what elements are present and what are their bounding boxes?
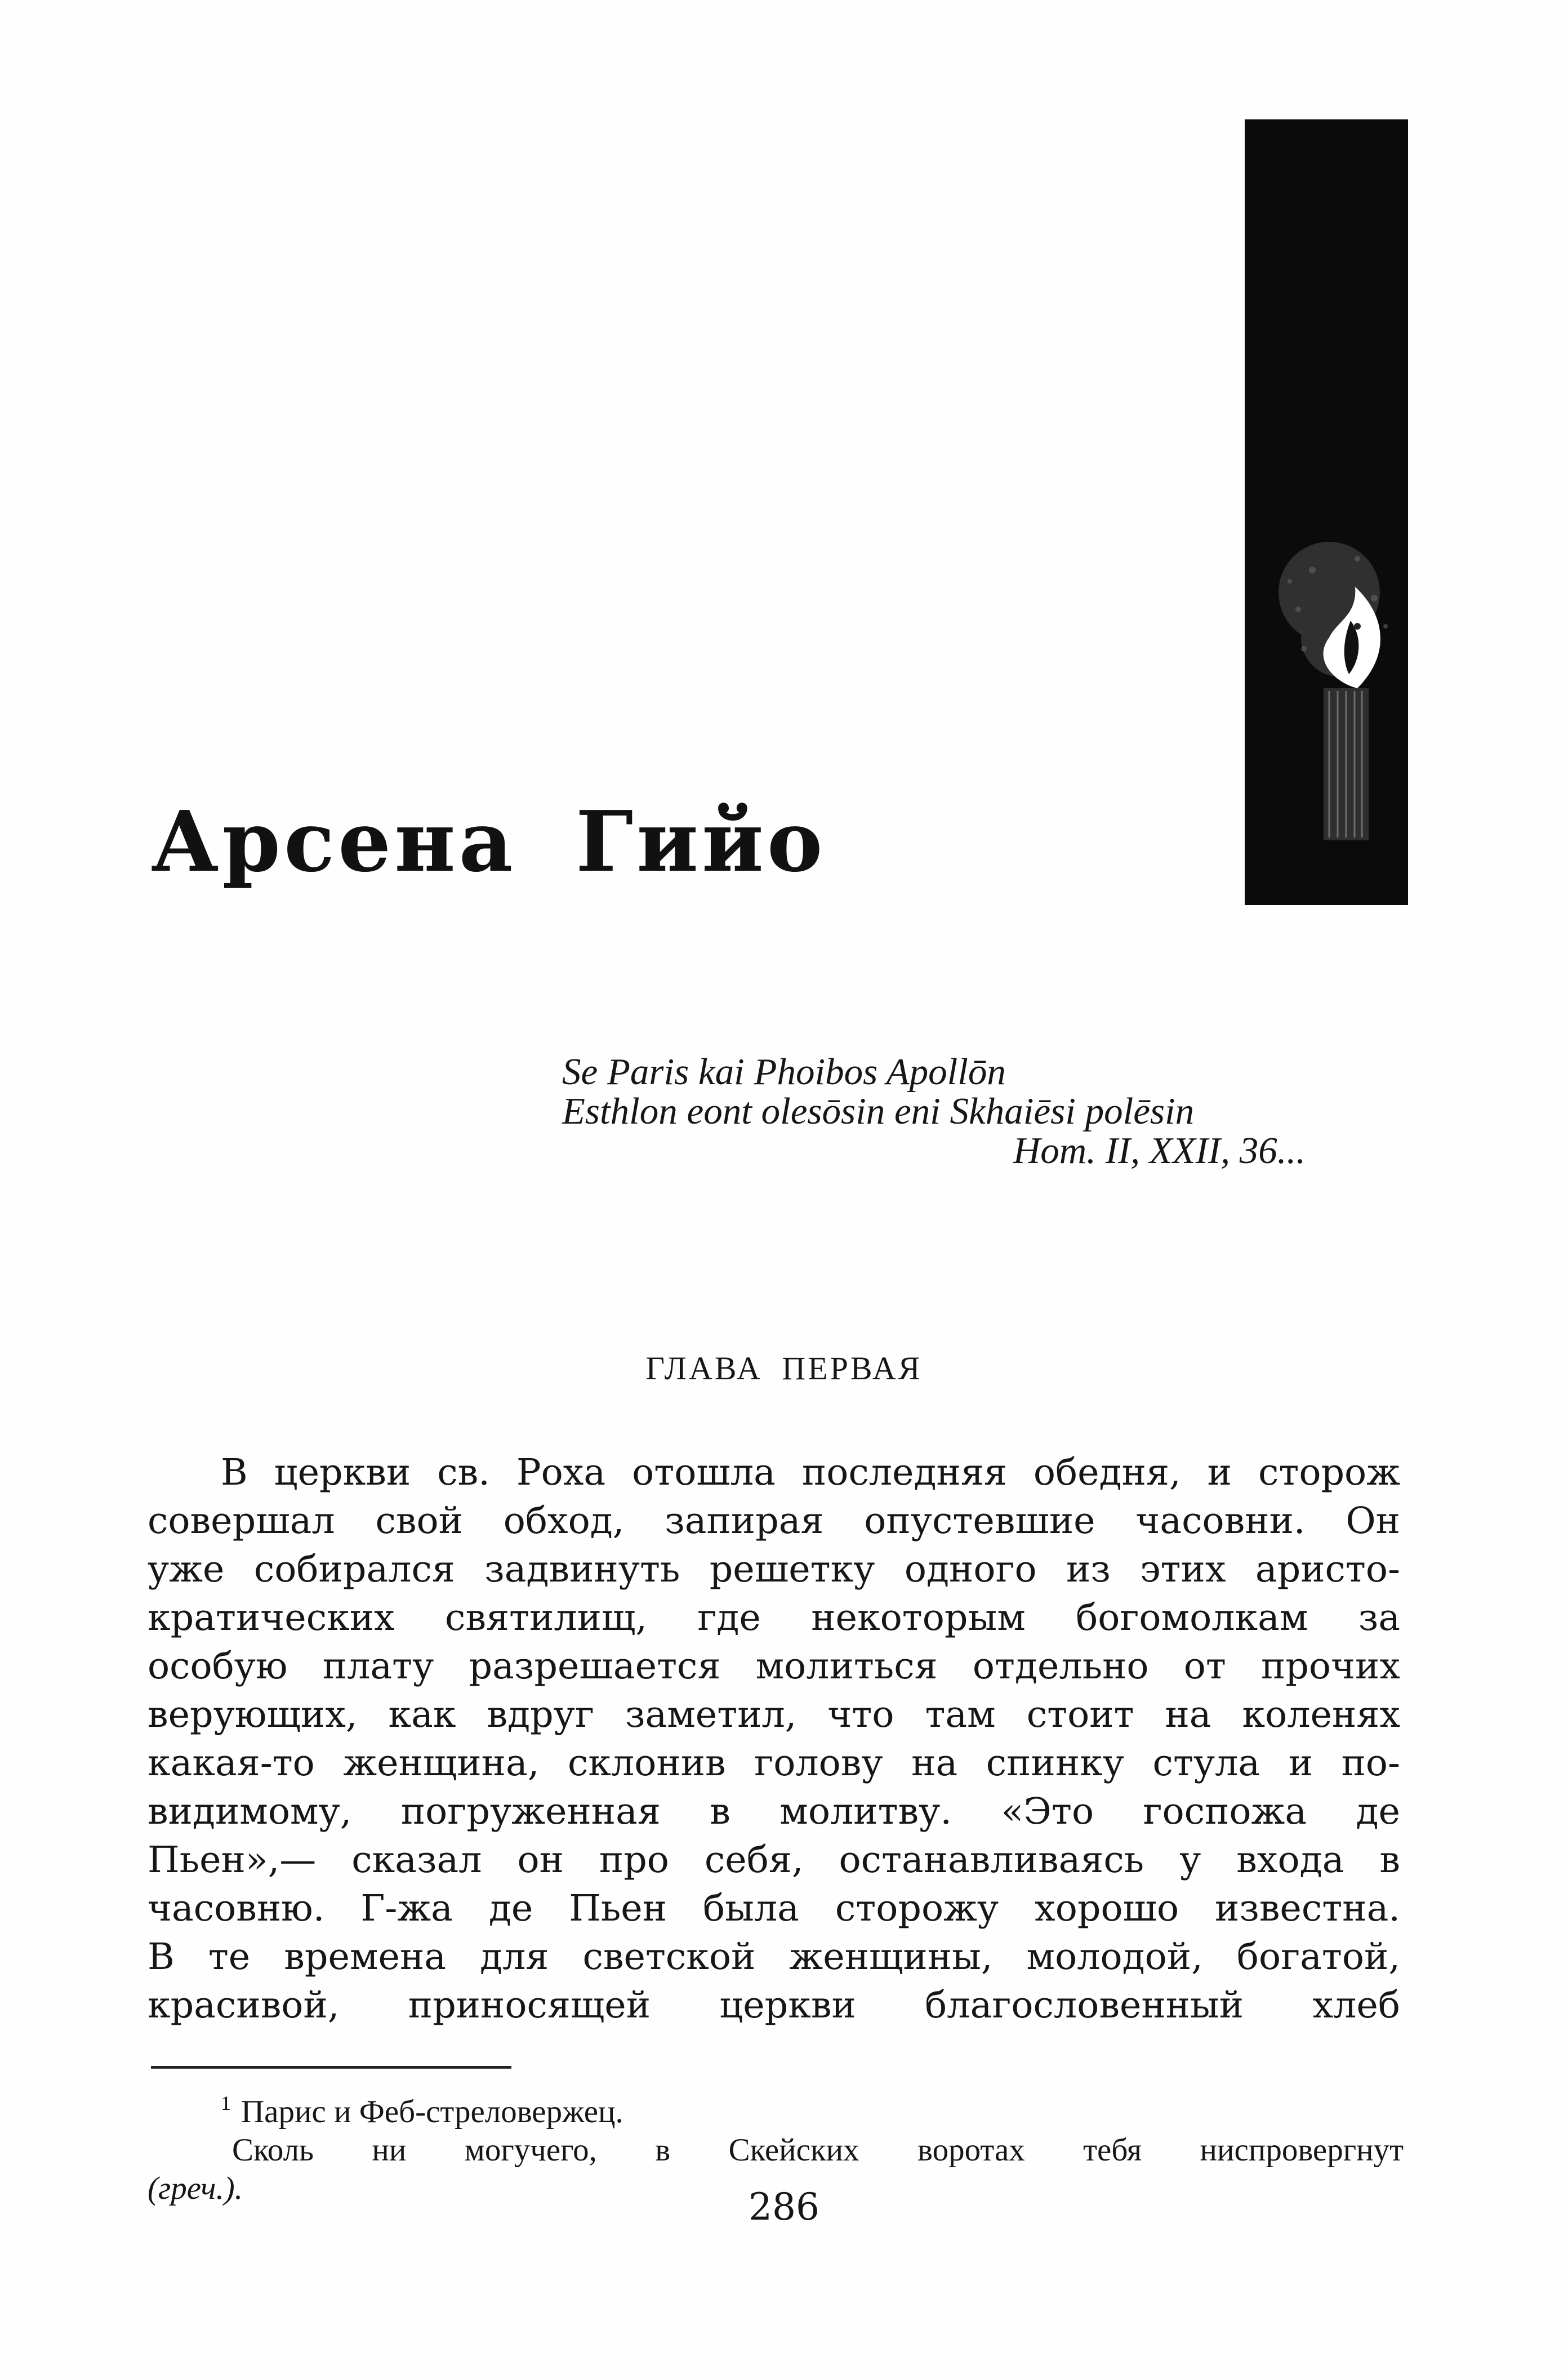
chapter-heading: ГЛАВА ПЕРВАЯ <box>645 1350 923 1387</box>
text-line: совершал свой обход, запирая опустевшие часовни. Он <box>148 1500 1400 1542</box>
text-line: В церкви св. Роха отошла последняя обедня, и сторож <box>221 1451 1400 1494</box>
text-line: кратических святилищ, где некоторым богомолкам за <box>148 1597 1400 1639</box>
body-text <box>148 1449 1400 2030</box>
footnote-1 <box>148 2084 1404 2131</box>
epigraph-citation: Hom. II, XXII, 36... <box>1013 1130 1306 1171</box>
text-line: видимому, погруженная в молитву. «Это госпожа де <box>148 1790 1400 1833</box>
page-number: 286 <box>749 2185 819 2229</box>
candle-illustration <box>1245 119 1408 905</box>
text-line: особую плату разрешается молиться отдельно от прочих <box>148 1645 1400 1687</box>
footnote-divider <box>151 2066 511 2069</box>
text-line: верующих, как вдруг заметил, что там стоит на коленях <box>148 1694 1400 1736</box>
footnote-text: (греч.). <box>148 2171 243 2206</box>
text-line: уже собирался задвинуть решетку одного из этих аристо- <box>148 1548 1400 1591</box>
text-line: В те времена для светской женщины, молодой, богатой, <box>148 1936 1400 1978</box>
epigraph-line: Se Paris kai Phoibos Apollōn <box>562 1051 1006 1093</box>
text-line: какая-то женщина, склонив голову на спинку стула и по- <box>148 1742 1400 1784</box>
footnote-marker: 1 <box>221 2092 231 2114</box>
text-line: красивой, приносящей церкви благословенный хлеб <box>148 1984 1400 2026</box>
story-title: Арсена Гийо <box>151 792 826 890</box>
text-line: часовню. Г-жа де Пьен была сторожу хорошо известна. <box>148 1887 1400 1930</box>
epigraph <box>562 1052 1362 1170</box>
epigraph-line: Esthlon eont olesōsin eni Skhaiēsi polēsin <box>562 1090 1195 1132</box>
footnote-text: Сколь ни могучего, в Скейских воротах тебя ниспровергнут <box>232 2132 1404 2168</box>
text-line: Пьен»,— сказал он про себя, останавливаясь у входа в <box>148 1839 1400 1881</box>
footnote-text: Парис и Феб-стреловержец. <box>241 2094 623 2129</box>
